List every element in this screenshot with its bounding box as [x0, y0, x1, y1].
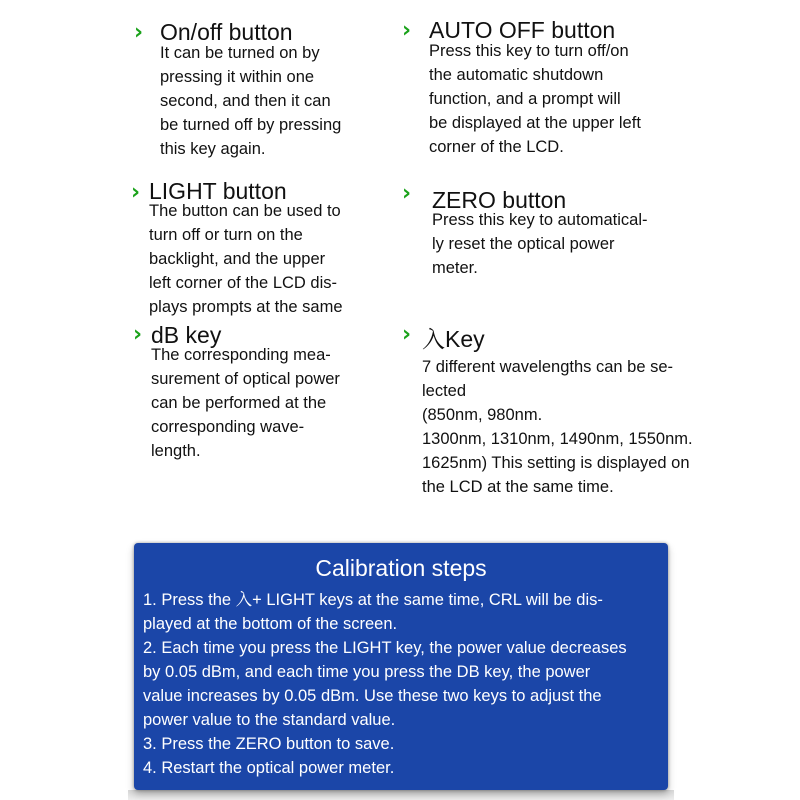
calibration-line: 4. Restart the optical power meter. [143, 759, 395, 777]
chevron-right-icon: › [134, 20, 144, 45]
calibration-line: by 0.05 dBm, and each time you press the DB key, the power [143, 663, 591, 681]
panel-shadow [128, 790, 674, 800]
chevron-right-icon: › [402, 322, 412, 347]
calibration-steps [143, 588, 627, 780]
calibration-line: 3. Press the ZERO button to save. [143, 735, 395, 753]
chevron-right-icon: › [131, 180, 141, 205]
chevron-right-icon: › [402, 181, 412, 206]
light-title: LIGHT button [149, 178, 287, 204]
calibration-line: 2. Each time you press the LIGHT key, the power value decreases [143, 639, 627, 657]
calibration-panel [134, 543, 668, 790]
db-description: The corresponding mea- surement of optical power can be performed at the corresponding wave- length. [151, 346, 340, 460]
chevron-right-icon: › [402, 18, 412, 43]
calibration-title: Calibration steps [315, 555, 487, 581]
calibration-line: 1. Press the 入+ LIGHT keys at the same time, CRL will be dis- [143, 591, 603, 609]
chevron-right-icon: › [133, 322, 143, 347]
auto-off-description: Press this key to turn off/on the automatic shutdown function, and a prompt will be displayed at the upper left corner of the LCD. [429, 42, 641, 156]
onoff-description: It can be turned on by pressing it within one second, and then it can be turned off by pressing this key again. [160, 44, 342, 158]
onoff-title: On/off button [160, 19, 293, 45]
light-description: The button can be used to turn off or turn on the backlight, and the upper left corner of the LCD dis- plays prompts at the same [149, 202, 343, 316]
lambda-description: 7 different wavelengths can be se- lected (850nm, 980nm. 1300nm, 1310nm, 1490nm, 1550nm. 1625nm) This setting is displayed on the LCD at the same time. [422, 358, 693, 496]
zero-description: Press this key to automatical- ly reset the optical power meter. [432, 211, 648, 277]
calibration-line: power value to the standard value. [143, 711, 396, 729]
db-title: dB key [151, 322, 222, 348]
calibration-line: value increases by 0.05 dBm. Use these two keys to adjust the [143, 687, 602, 705]
lambda-title: 入Key [422, 326, 485, 352]
zero-title: ZERO button [432, 187, 567, 213]
auto-off-title: AUTO OFF button [429, 17, 616, 43]
calibration-line: played at the bottom of the screen. [143, 615, 398, 633]
